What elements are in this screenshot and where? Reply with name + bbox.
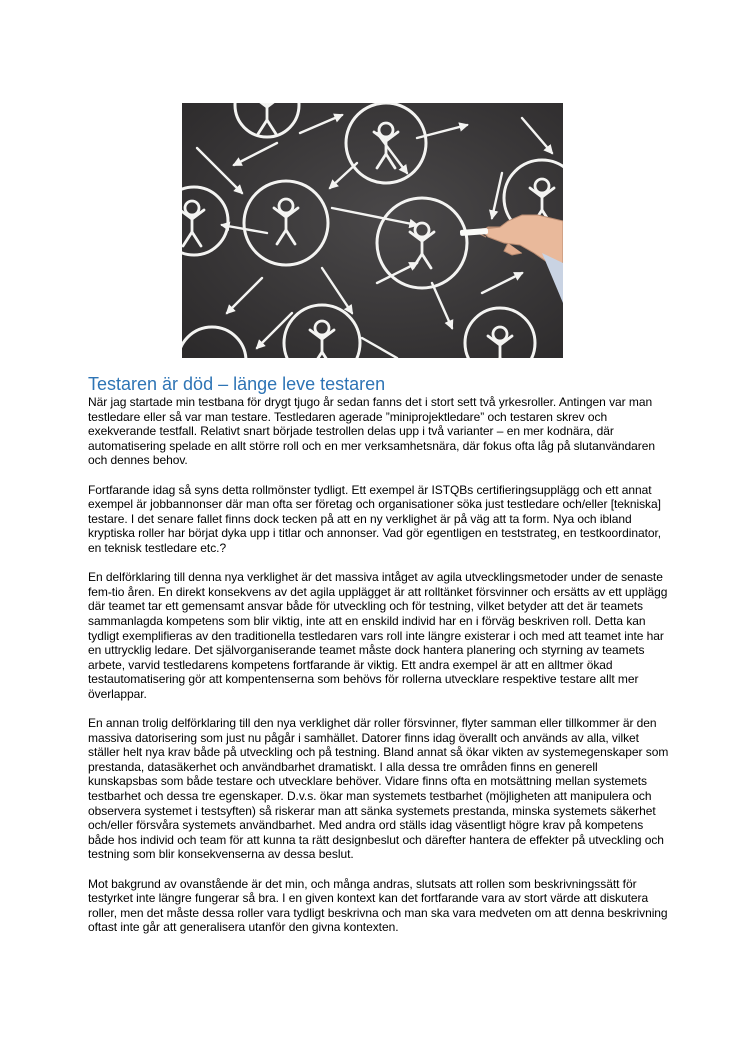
- paragraph: En annan trolig delförklaring till den nya verklighet där roller försvinner, flyter samman eller tillkommer är den massiva datorisering som just nu pågår i samhället. Datorer finns idag överallt och används av alla, vilket ställer helt nya krav både på utveckling och på testning. Bland annat så ökar vikten av systemegenskaper som prestanda, datasäkerhet och användbarhet dramatiskt. I alla dessa tre områden finns en generell kunskapsbas som både testare och utvecklare behöver. Vidare finns ofta en motsättning mellan systemets testbarhet och dessa tre egenskaper. D.v.s. ökar man systemets testbarhet (möjligheten att manipulera och observera systemet i testsyften) så riskerar man att sänka systemets prestanda, minska systemets säkerhet och/eller försvåra systemets användbarhet. Med andra ord ställs idag väsentligt högre krav på kompetens både hos individ och team för att kunna ta rätt designbeslut och därefter hantera de effekter på utveckling och testning som blir konsekvenserna av dessa beslut.: [88, 716, 669, 862]
- paragraph: Mot bakgrund av ovanstående är det min, och många andras, slutsats att rollen som beskrivningssätt för testyrket inte längre fungerar så bra. I en given kontext kan det fortfarande vara av stort värde att diskutera roller, men det måste dessa roller vara tydligt beskrivna och man ska vara medveten om att denna beskrivning oftast inte går att generalisera utanför den givna kontexten.: [88, 876, 668, 935]
- article-title: Testaren är död – länge leve testaren: [88, 374, 386, 394]
- paragraph: När jag startade min testbana för drygt tjugo år sedan fanns det i stort sett två yrkesroller. Antingen var man testledare eller så var man testare. Testledaren agerade ”miniprojektledare” och testaren skrev och exekverande testfall. Relativt snart började testrollen delas upp i två varianter – en mer kodnära, där automatisering spelade en allt större roll och en mer verksamhetsnära, där fokus ofta låg på slutanvändaren och dennes behov.: [88, 395, 655, 468]
- paragraph: En delförklaring till denna nya verklighet är det massiva intåget av agila utvecklingsmetoder under de senaste fem-tio åren. En direkt konsekvens av det agila upplägget är att rolltänket försvinner och ersätts av ett upplägg där teamet tar ett gemensamt ansvar både för utveckling och för testning, vilket betyder att det är teamets sammanlagda kompetens som blir viktig, inte att en enskild individ har en i förväg beskriven roll. Detta kan tydligt exemplifieras av den traditionella testledaren vars roll inte längre existerar i och med att teamet inte har en uttrycklig ledare. Det självorganiserande teamet måste dock hantera planering och styrning av teamets arbete, varvid testledarens kompetens fortfarande är viktig. Ett andra exempel är att en alltmer ökad testautomatisering gör att kompentenserna som behövs för rollerna utvecklare respektive testare allt mer överlappar.: [88, 570, 668, 701]
- paragraph: Fortfarande idag så syns detta rollmönster tydligt. Ett exempel är ISTQBs certifieringsupplägg och ett annat exempel är jobbannonser där man ofta ser företag och organisationer söka just testledare och/eller [tekniska] testare. I det senare fallet finns dock tecken på att en ny verklighet är på väg att ta form. Nya och ibland kryptiska roller har börjat dyka upp i titlar och annonser. Vad gör egentligen en teststrateg, en testkoordinator, en teknisk testledare etc.?: [88, 482, 662, 555]
- article-body: [88, 395, 670, 950]
- stick-figure-network-illustration: [182, 103, 563, 358]
